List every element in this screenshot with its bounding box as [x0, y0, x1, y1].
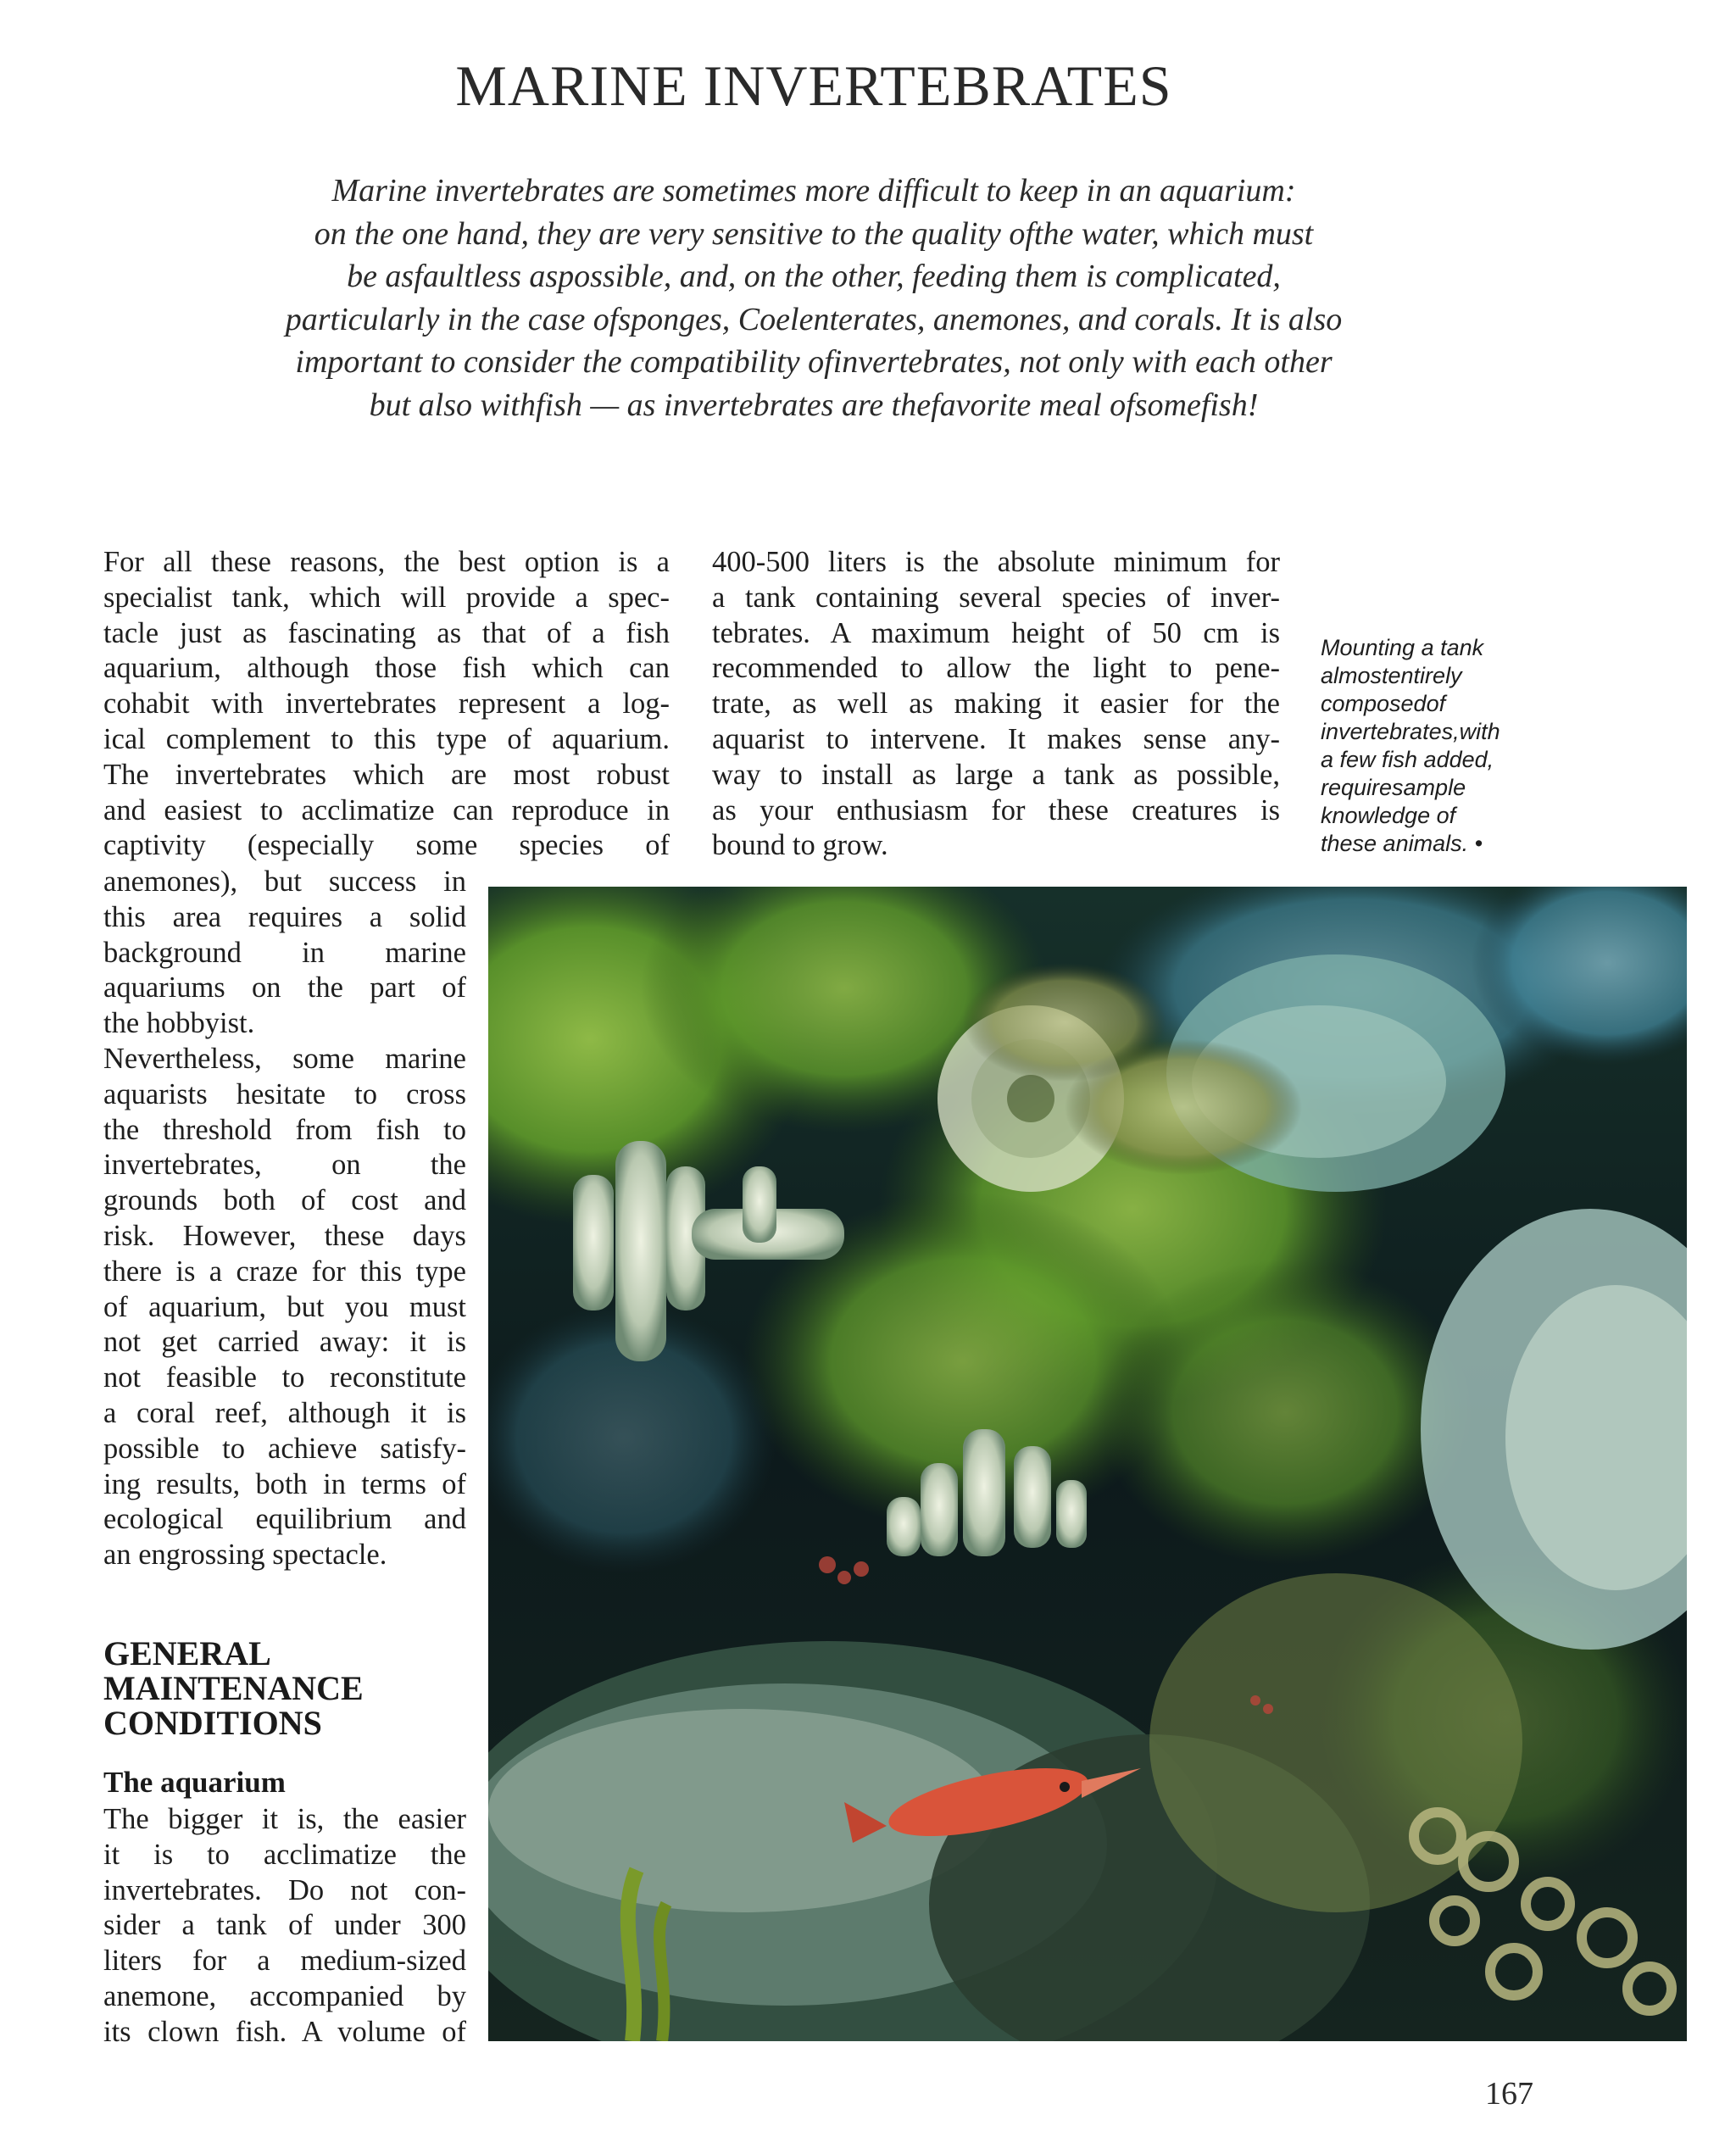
photo-caption — [1321, 634, 1541, 858]
text-line: aquarium, although those fish which can — [103, 652, 670, 685]
text-line: anemones), but success in — [103, 865, 466, 898]
bottom-column-text — [103, 1802, 466, 2051]
text-line: as your enthusiasm for these creatures is — [712, 793, 1280, 826]
page-number: 167 — [1485, 2076, 1533, 2112]
text-line: The invertebrates which are most robust — [103, 758, 670, 791]
text-line: recommended to allow the light to pene- — [712, 652, 1280, 685]
text-line: background in marine — [103, 936, 466, 969]
caption-line: Mounting a tank — [1321, 635, 1484, 660]
page-title: MARINE INVERTEBRATES — [455, 53, 1172, 118]
text-line: a tank containing several species of inver- — [712, 581, 1280, 614]
heading-line: CONDITIONS — [103, 1704, 322, 1742]
text-line: captivity (especially some species of — [103, 829, 670, 862]
caption-line: knowledge of — [1321, 803, 1456, 828]
intro-line: important to consider the compatibility ofinvertebrates, not only with each other — [295, 344, 1333, 380]
caption-line: a few fish added, — [1321, 747, 1494, 772]
text-line: tebrates. A maximum height of 50 cm is — [712, 616, 1280, 649]
text-line: ical complement to this type of aquarium. — [103, 722, 670, 755]
text-line: aquariums on the part of — [103, 971, 466, 1004]
text-line: cohabit with invertebrates represent a log- — [103, 687, 670, 721]
text-line: risk. However, these days — [103, 1219, 466, 1252]
text-line: 400-500 liters is the absolute minimum for — [712, 546, 1280, 578]
left-column-top-text — [103, 545, 670, 864]
text-line: a coral reef, although it is — [103, 1396, 466, 1429]
caption-line: requiresample — [1321, 775, 1466, 800]
caption-line: almostentirely — [1321, 663, 1462, 688]
text-line: there is a craze for this type — [103, 1255, 466, 1288]
caption-line: these animals. • — [1321, 831, 1483, 856]
intro-line: Marine invertebrates are sometimes more difficult to keep in an aquarium: — [331, 173, 1296, 209]
heading-line: GENERAL — [103, 1634, 271, 1672]
text-line: ing results, both in terms of — [103, 1467, 466, 1500]
middle-column-text — [712, 545, 1280, 864]
text-line: The bigger it is, the easier — [103, 1803, 466, 1835]
intro-paragraph — [161, 170, 1466, 426]
text-line: specialist tank, which will provide a spec- — [103, 581, 670, 614]
sub-heading: The aquarium — [103, 1766, 286, 1799]
heading-line: MAINTENANCE — [103, 1669, 364, 1707]
text-line: Nevertheless, some marine — [103, 1042, 466, 1075]
text-line: ecological equilibrium and — [103, 1503, 466, 1536]
text-line: aquarist to intervene. It makes sense any- — [712, 722, 1280, 755]
text-line: and easiest to acclimatize can reproduce in — [103, 793, 670, 826]
text-line: sider a tank of under 300 — [103, 1909, 466, 1942]
intro-line: be asfaultless aspossible, and, on the other, feeding them is complicated, — [347, 259, 1281, 294]
intro-line: particularly in the case ofsponges, Coelenterates, anemones, and corals. It is also — [285, 301, 1343, 337]
text-line: this area requires a solid — [103, 900, 466, 933]
text-line: trate, as well as making it easier for the — [712, 687, 1280, 721]
text-line: invertebrates, on the — [103, 1149, 466, 1182]
intro-line: but also withfish — as invertebrates are thefavorite meal ofsomefish! — [369, 387, 1259, 423]
text-line: tacle just as fascinating as that of a fish — [103, 616, 670, 649]
text-line: its clown fish. A volume of — [103, 2015, 466, 2048]
text-line: the threshold from fish to — [103, 1113, 466, 1146]
text-line: it is to acclimatize the — [103, 1838, 466, 1871]
text-line: grounds both of cost and — [103, 1184, 466, 1217]
section-heading — [103, 1636, 476, 1740]
text-line: not feasible to reconstitute — [103, 1361, 466, 1394]
text-line: the hobbyist. — [103, 1007, 255, 1040]
text-line: For all these reasons, the best option is a — [103, 546, 670, 578]
text-line: aquarists hesitate to cross — [103, 1077, 466, 1110]
intro-line: on the one hand, they are very sensitive to the quality ofthe water, which must — [314, 215, 1314, 252]
text-line: of aquarium, but you must — [103, 1290, 466, 1323]
text-line: way to install as large a tank as possible, — [712, 758, 1280, 791]
text-line: bound to grow. — [712, 829, 888, 862]
text-line: not get carried away: it is — [103, 1326, 466, 1359]
text-line: possible to achieve satisfy- — [103, 1432, 466, 1465]
text-line: liters for a medium-sized — [103, 1945, 466, 1978]
text-line: invertebrates. Do not con- — [103, 1873, 466, 1906]
text-line: anemone, accompanied by — [103, 1979, 466, 2012]
caption-line: invertebrates,with — [1321, 719, 1500, 744]
text-line: an engrossing spectacle. — [103, 1539, 387, 1572]
reef-aquarium-photo — [488, 887, 1687, 2041]
caption-line: composedof — [1321, 691, 1446, 716]
left-column-narrow-text — [103, 865, 466, 1573]
